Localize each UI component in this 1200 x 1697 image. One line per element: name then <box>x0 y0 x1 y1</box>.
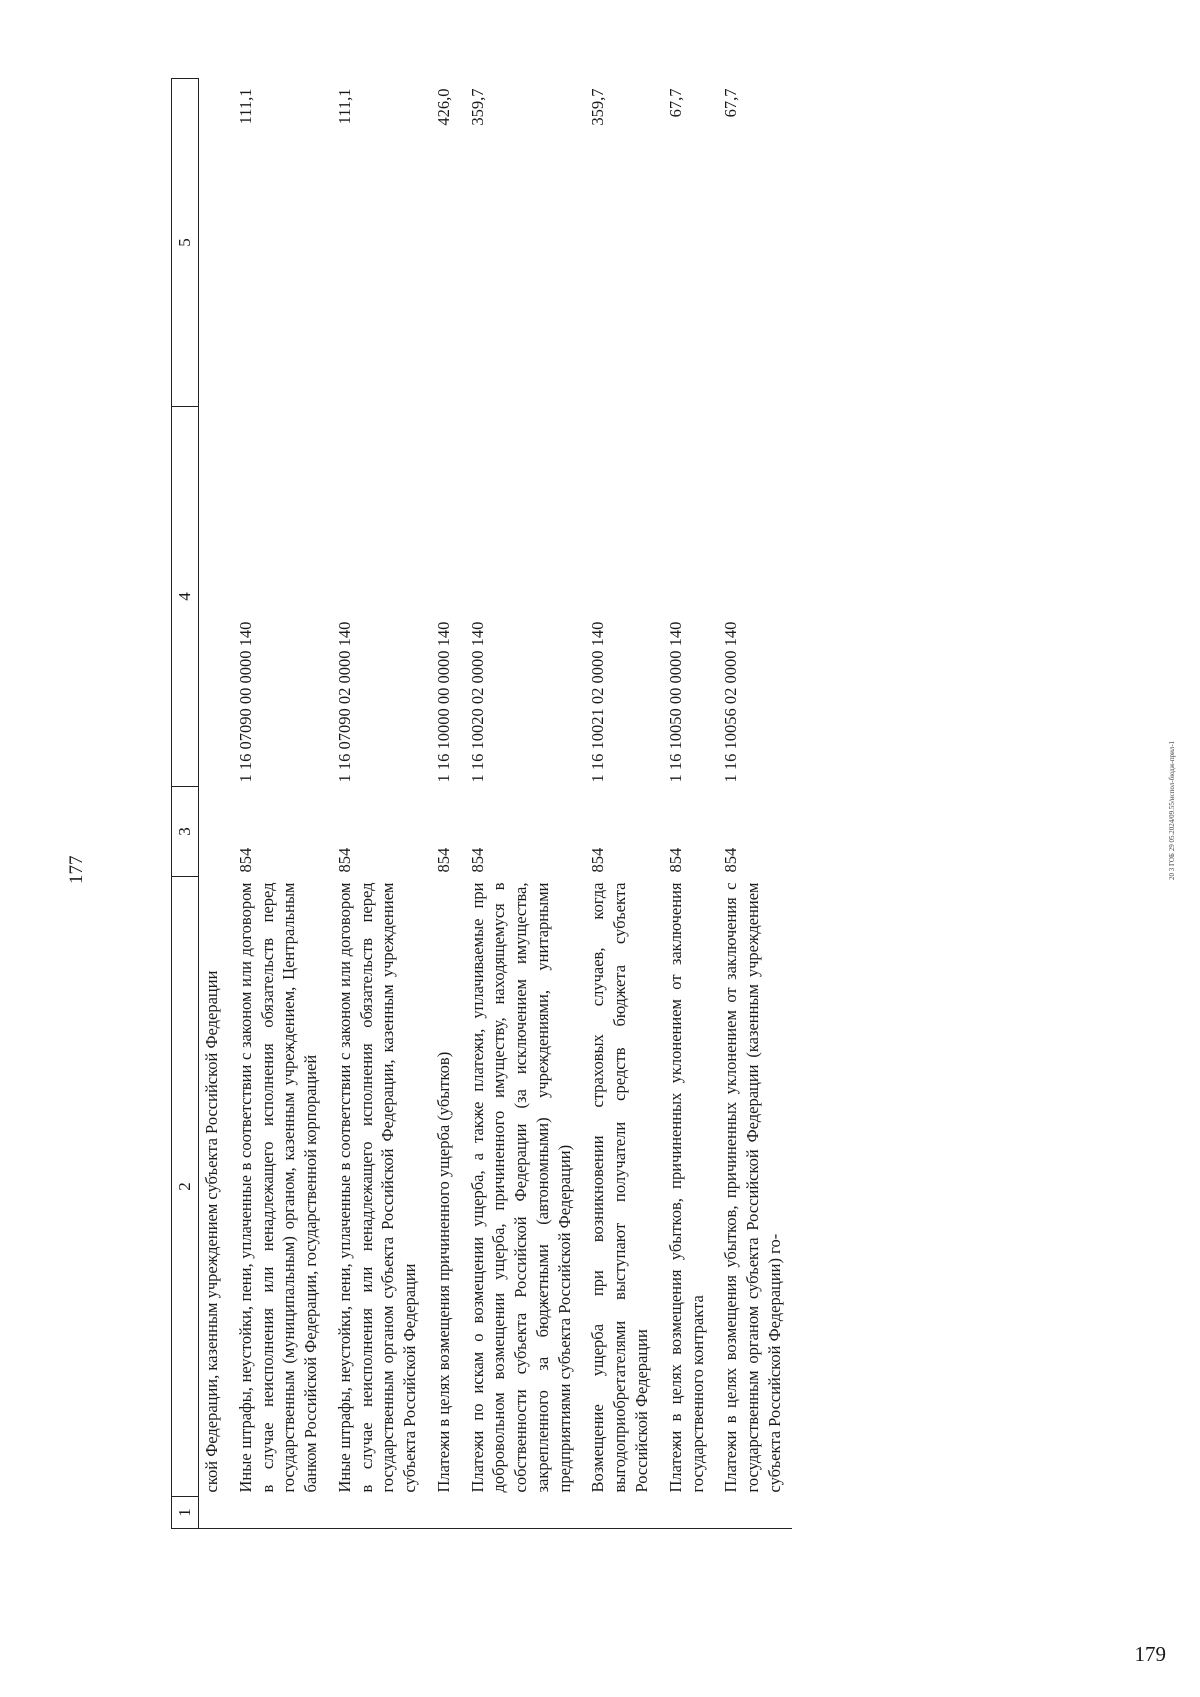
table-row <box>714 79 791 1529</box>
document-stamp: 20 3 ГОБ 29 05.2024/09.55/испол-бюдж-прил-1 <box>1168 740 1176 880</box>
table-row <box>328 79 427 1529</box>
row-name: Иные штрафы, неустойки, пени, уплаченные в соответствии с законом или договором в случае неисполнения или ненадлежащего исполнения обязательств перед государственным (муниципальным) органом, казенным учреждением, Центральным банком Российской Федерации, государственной корпорацией <box>235 882 321 1493</box>
header-col-2: 2 <box>172 877 199 1497</box>
table-row <box>199 79 229 1529</box>
row-amount: 111,1 <box>235 88 255 125</box>
sheet-number: 179 <box>1134 1642 1166 1666</box>
table-row <box>461 79 582 1529</box>
row-name: Платежи в целях возмещения убытков, причиненных уклонением от заключения с государственным органом субъекта Российской Федерации (казенным учреждением субъекта Российской Федерации) го- <box>721 882 784 1493</box>
row-name: Возмещение ущерба при возникновении страховых случаев, когда выгодоприобретателями выступают получатели средств бюджета субъекта Российской Федерации <box>588 882 652 1493</box>
header-col-1: 1 <box>172 1497 199 1529</box>
table-row <box>581 79 658 1529</box>
table-row <box>427 79 461 1529</box>
revenue-table-rotated <box>171 79 931 1529</box>
row-code: 1 16 10021 02 0000 140 <box>588 621 608 783</box>
table-row <box>659 79 715 1529</box>
revenue-table <box>171 78 792 1529</box>
row-name: ской Федерации, казенным учреждением субъекта Российской Федерации <box>202 970 221 1493</box>
row-admin: 854 <box>235 847 255 873</box>
header-row <box>172 79 199 1529</box>
row-admin: 854 <box>721 847 741 873</box>
row-amount: 67,7 <box>665 88 685 118</box>
row-code: 1 16 10050 00 0000 140 <box>665 621 685 783</box>
row-admin: 854 <box>588 847 608 873</box>
row-code <box>199 407 229 787</box>
row-admin: 854 <box>665 847 685 873</box>
row-admin: 854 <box>334 847 354 873</box>
row-amount: 111,1 <box>334 88 354 125</box>
row-code: 1 16 10056 02 0000 140 <box>721 621 741 783</box>
header-col-4: 4 <box>172 407 199 787</box>
row-amount: 359,7 <box>467 88 487 126</box>
row-code: 1 16 10000 00 0000 140 <box>433 621 453 783</box>
page-number-top: 177 <box>66 855 87 885</box>
row-code: 1 16 07090 02 0000 140 <box>334 621 354 783</box>
row-admin: 854 <box>467 847 487 873</box>
row-name: Платежи в целях возмещения причиненного ущерба (убытков) <box>433 1051 453 1493</box>
row-name: Иные штрафы, неустойки, пени, уплаченные в соответствии с законом или договором в случае неисполнения или ненадлежащего исполнения обязательств перед государственным органом субъекта Российской Федерации, казенным учреждением субъекта Российской Федерации <box>334 882 420 1493</box>
row-amount: 359,7 <box>588 88 608 126</box>
row-code: 1 16 10020 02 0000 140 <box>467 621 487 783</box>
row-amount: 67,7 <box>721 88 741 118</box>
header-col-5: 5 <box>172 79 199 407</box>
row-admin <box>199 787 229 877</box>
row-admin: 854 <box>433 847 453 873</box>
row-name: Платежи в целях возмещения убытков, причиненных уклонением от заключения государственного контракта <box>665 882 707 1493</box>
row-amount <box>199 79 229 407</box>
row-name: Платежи по искам о возмещении ущерба, а также платежи, уплачиваемые при добровольном возмещении ущерба, причиненного имуществу, находящемуся в собственности субъекта Российской Федерации (за исключением имущества, закрепленного за бюджетными (автономными) учреждениями, унитарными предприятиями субъекта Российской Федерации) <box>467 882 574 1493</box>
row-code: 1 16 07090 00 0000 140 <box>235 621 255 783</box>
table-row <box>229 79 328 1529</box>
row-amount: 426,0 <box>433 88 453 126</box>
header-col-3: 3 <box>172 787 199 877</box>
